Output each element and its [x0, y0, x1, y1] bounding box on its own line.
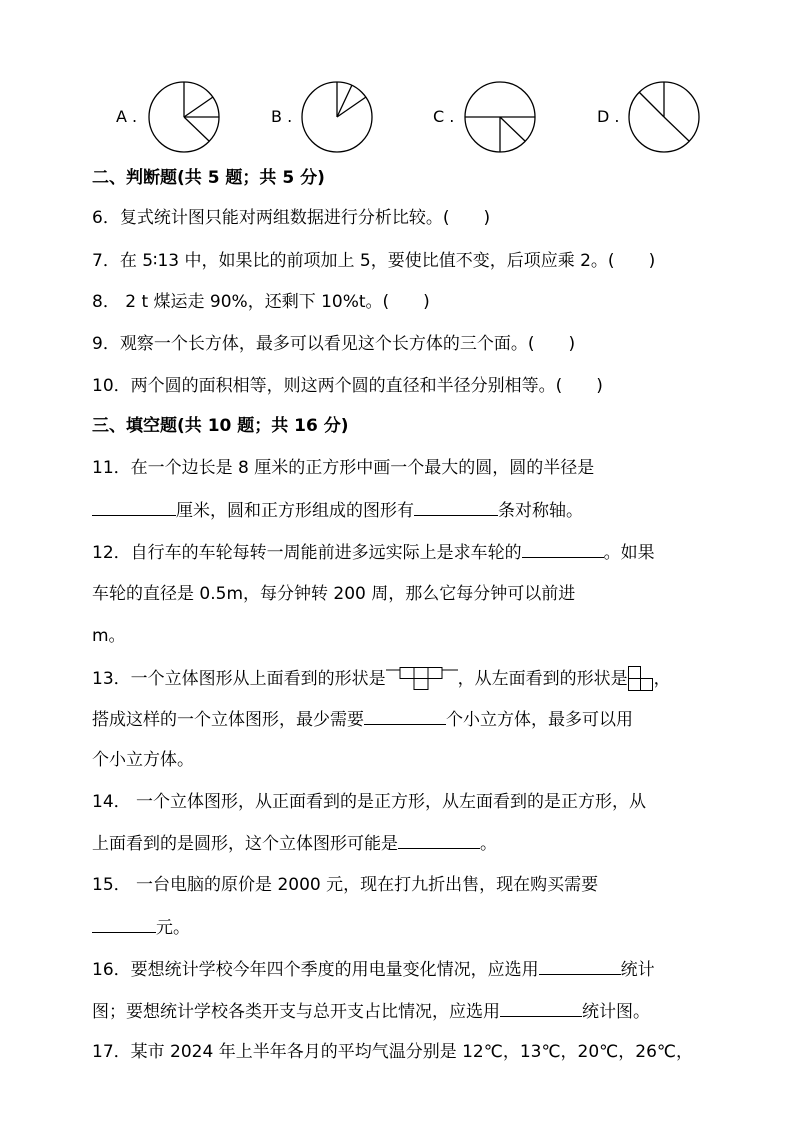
question-13-line2: [92, 708, 633, 731]
section-heading-fill-in: 三、填空题(共 10 题；共 16 分): [92, 416, 349, 436]
option-b-pie: [300, 80, 374, 154]
question-13-text-c: ，: [653, 669, 671, 689]
answer-blank[interactable]: [92, 916, 156, 933]
option-c-label: C .: [433, 107, 455, 126]
option-a-pie: [147, 80, 221, 154]
question-16-text-b: 统计: [620, 960, 655, 980]
question-16-text-c: 图；要想统计学校各类开支与总开支占比情况，应选用: [92, 1002, 500, 1022]
question-16-line2: [92, 1000, 650, 1023]
question-16-text-d: 统计图。: [582, 1002, 650, 1022]
question-13-text-b: ，从左面看到的形状是: [457, 669, 628, 689]
answer-blank[interactable]: [522, 541, 604, 558]
question-11-line1: 11．在一个边长是 8 厘米的正方形中画一个最大的圆，圆的半径是: [92, 458, 595, 478]
option-c-pie: [463, 80, 537, 154]
question-6: 6．复式统计图只能对两组数据进行分析比较。( ): [92, 208, 491, 228]
question-9: 9．观察一个长方体，最多可以看见这个长方体的三个面。( ): [92, 334, 576, 354]
option-b-label: B .: [271, 107, 293, 126]
question-13-text-e: 个小立方体，最多可以用: [446, 710, 633, 730]
question-15-line1: 15． 一台电脑的原价是 2000 元，现在打九折出售，现在购买需要: [92, 875, 599, 895]
answer-blank[interactable]: [92, 499, 176, 516]
answer-blank[interactable]: [364, 708, 446, 725]
answer-blank[interactable]: [539, 958, 621, 975]
question-12-line2: 车轮的直径是 0.5m，每分钟转 200 周，那么它每分钟可以前进: [92, 584, 576, 604]
question-12-line3: m。: [92, 626, 126, 646]
question-8: 8． 2 t 煤运走 90%，还剩下 10%t。( ): [92, 292, 430, 312]
answer-blank[interactable]: [414, 499, 498, 516]
question-16-text-a: 16．要想统计学校今年四个季度的用电量变化情况，应选用: [92, 960, 539, 980]
question-7: 7．在 5∶13 中，如果比的前项加上 5，要使比值不变，后项应乘 2。( ): [92, 251, 656, 271]
question-14-text-b: 。: [480, 834, 497, 854]
question-11-text-a: 厘米，圆和正方形组成的图形有: [176, 501, 414, 521]
question-14-text-a: 上面看到的是圆形，这个立体图形可能是: [92, 834, 398, 854]
option-d-label: D .: [597, 107, 620, 126]
question-14-line1: 14． 一个立体图形，从正面看到的是正方形，从左面看到的是正方形，从: [92, 792, 647, 812]
question-10: 10．两个圆的面积相等，则这两个圆的直径和半径分别相等。( ): [92, 376, 603, 396]
question-12-text-a: 12．自行车的车轮每转一周能前进多远实际上是求车轮的: [92, 543, 522, 563]
question-13-text-a: 13．一个立体图形从上面看到的形状是: [92, 669, 386, 689]
top-view-figure: [386, 667, 458, 691]
question-13-text-d: 搭成这样的一个立体图形，最少需要: [92, 710, 364, 730]
question-14-line2: [92, 832, 497, 855]
question-13-line1: [92, 666, 671, 692]
option-d-pie: [627, 80, 701, 154]
question-17-line1: 17．某市 2024 年上半年各月的平均气温分别是 12℃，13℃，20℃，26℃，: [92, 1042, 694, 1062]
question-15-text-a: 元。: [156, 918, 190, 938]
answer-blank[interactable]: [500, 1000, 582, 1017]
left-view-figure: [628, 666, 654, 692]
question-12-text-b: 。如果: [603, 543, 655, 563]
question-16-line1: [92, 958, 655, 981]
question-13-line3: 个小立方体。: [92, 750, 194, 770]
question-15-line2: [92, 916, 190, 939]
question-12-line1: [92, 541, 655, 564]
section-heading-judgement: 二、判断题(共 5 题；共 5 分): [92, 168, 325, 188]
option-a-label: A .: [116, 107, 138, 126]
question-11-text-b: 条对称轴。: [498, 501, 583, 521]
question-11-line2: [92, 499, 583, 522]
answer-blank[interactable]: [398, 832, 480, 849]
